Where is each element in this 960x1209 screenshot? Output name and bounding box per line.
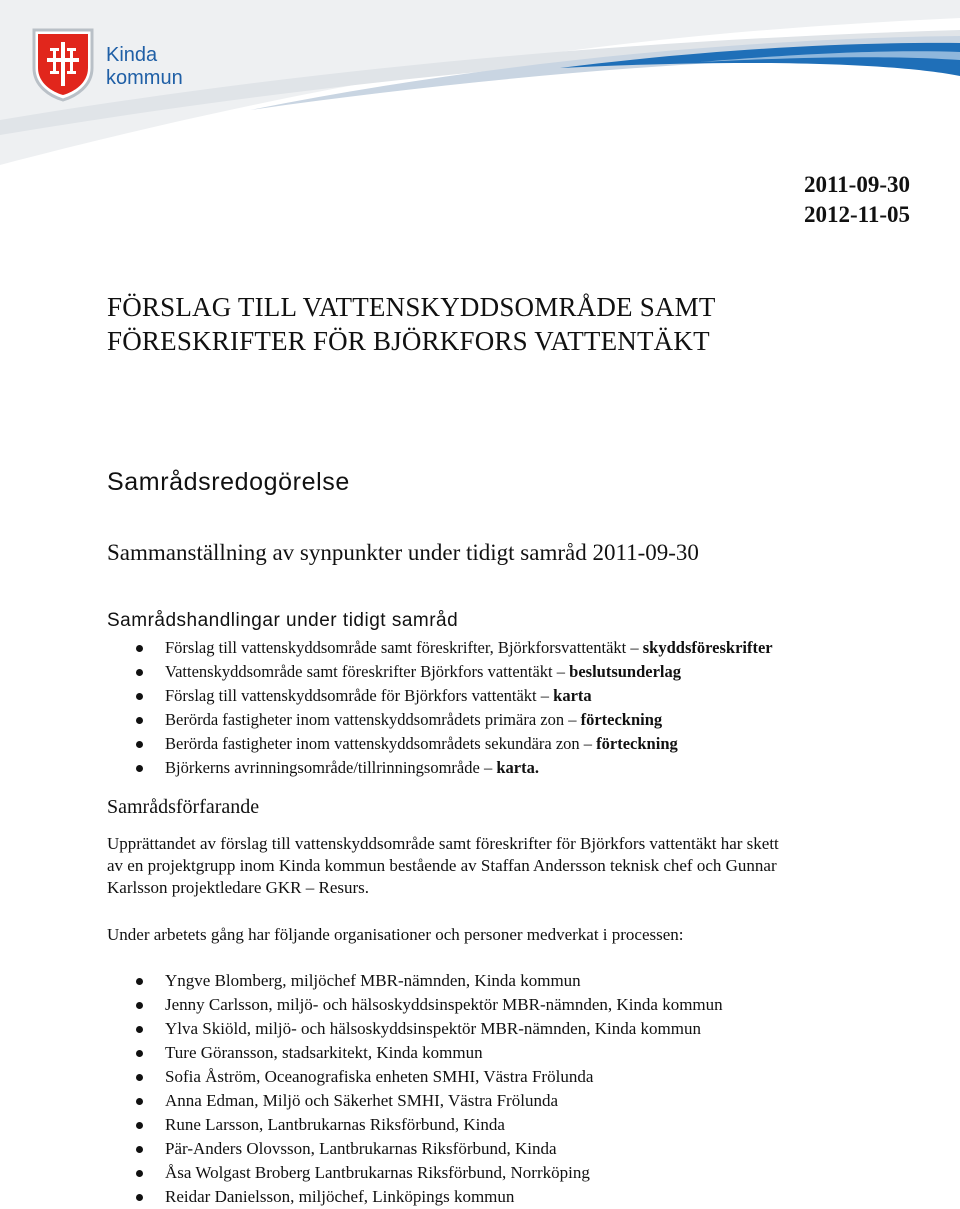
participant-item: Rune Larsson, Lantbrukarnas Riksförbund, Kinda xyxy=(136,1113,723,1137)
document-item-text: Berörda fastigheter inom vattenskyddsområdets sekundära zon – xyxy=(165,734,597,753)
document-item-type: förteckning xyxy=(596,734,678,753)
document-item-type: förteckning xyxy=(580,710,663,729)
document-item-type: beslutsunderlag xyxy=(569,662,682,681)
kinda-kommun-logo xyxy=(30,28,96,102)
participant-item: Yngve Blomberg, miljöchef MBR-nämnden, Kinda kommun xyxy=(136,969,723,993)
participants-intro: Under arbetets gång har följande organisationer och personer medverkat i processen: xyxy=(107,925,684,944)
logo-text xyxy=(106,44,183,90)
paragraph-line: Karlsson projektledare GKR – Resurs. xyxy=(107,878,370,897)
document-item-type: skyddsföreskrifter xyxy=(642,638,773,657)
list-item xyxy=(136,660,773,684)
document-title-line2: FÖRESKRIFTER FÖR BJÖRKFORS VATTENTÄKT xyxy=(107,326,710,356)
documents-list xyxy=(136,636,773,780)
paragraph-line: av en projektgrupp inom Kinda kommun bestående av Staffan Andersson teknisk chef och Gunnar xyxy=(107,856,777,875)
documents-heading: Samrådshandlingar under tidigt samråd xyxy=(107,610,459,631)
paragraph-line: Upprättandet av förslag till vattenskyddsområde samt föreskrifter för Björkfors vattentäkt har skett xyxy=(107,834,779,853)
list-item xyxy=(136,708,773,732)
date-revised: 2012-11-05 xyxy=(803,202,910,227)
participants-list xyxy=(136,969,723,1209)
document-item-type: karta. xyxy=(496,758,539,777)
document-item-text: Vattenskyddsområde samt föreskrifter Björkfors vattentäkt – xyxy=(165,662,570,681)
participant-item: Jenny Carlsson, miljö- och hälsoskyddsinspektör MBR-nämnden, Kinda kommun xyxy=(136,993,723,1017)
list-item xyxy=(136,684,773,708)
document-item-text: Förslag till vattenskyddsområde för Björkfors vattentäkt – xyxy=(165,686,554,705)
participant-item: Åsa Wolgast Broberg Lantbrukarnas Riksförbund, Norrköping xyxy=(136,1161,723,1185)
participant-item: Ylva Skiöld, miljö- och hälsoskyddsinspektör MBR-nämnden, Kinda kommun xyxy=(136,1017,723,1041)
document-title xyxy=(107,290,716,358)
document-title-line1: FÖRSLAG TILL VATTENSKYDDSOMRÅDE SAMT xyxy=(107,292,716,322)
document-dates xyxy=(804,170,910,230)
participant-item: Reidar Danielsson, miljöchef, Linköpings kommun xyxy=(136,1185,723,1209)
document-item-text: Björkerns avrinningsområde/tillrinningsområde – xyxy=(165,758,497,777)
logo-text-line2: kommun xyxy=(106,67,183,89)
participant-item: Anna Edman, Miljö och Säkerhet SMHI, Västra Frölunda xyxy=(136,1089,723,1113)
list-item xyxy=(136,636,773,660)
summary-heading: Sammanställning av synpunkter under tidigt samråd 2011-09-30 xyxy=(107,540,699,565)
participant-item: Pär-Anders Olovsson, Lantbrukarnas Riksförbund, Kinda xyxy=(136,1137,723,1161)
document-item-text: Förslag till vattenskyddsområde samt föreskrifter, Björkforsvattentäkt – xyxy=(165,638,643,657)
document-subtitle: Samrådsredogörelse xyxy=(107,468,350,496)
list-item xyxy=(136,732,773,756)
participant-item: Sofia Åström, Oceanografiska enheten SMHI, Västra Frölunda xyxy=(136,1065,723,1089)
list-item xyxy=(136,756,773,780)
document-item-text: Berörda fastigheter inom vattenskyddsområdets primära zon – xyxy=(165,710,581,729)
document-item-type: karta xyxy=(553,686,592,705)
logo-text-line1: Kinda xyxy=(106,44,158,66)
procedure-paragraph xyxy=(107,833,907,899)
date-first: 2011-09-30 xyxy=(803,172,910,197)
procedure-heading: Samrådsförfarande xyxy=(107,796,260,818)
participant-item: Ture Göransson, stadsarkitekt, Kinda kommun xyxy=(136,1041,723,1065)
